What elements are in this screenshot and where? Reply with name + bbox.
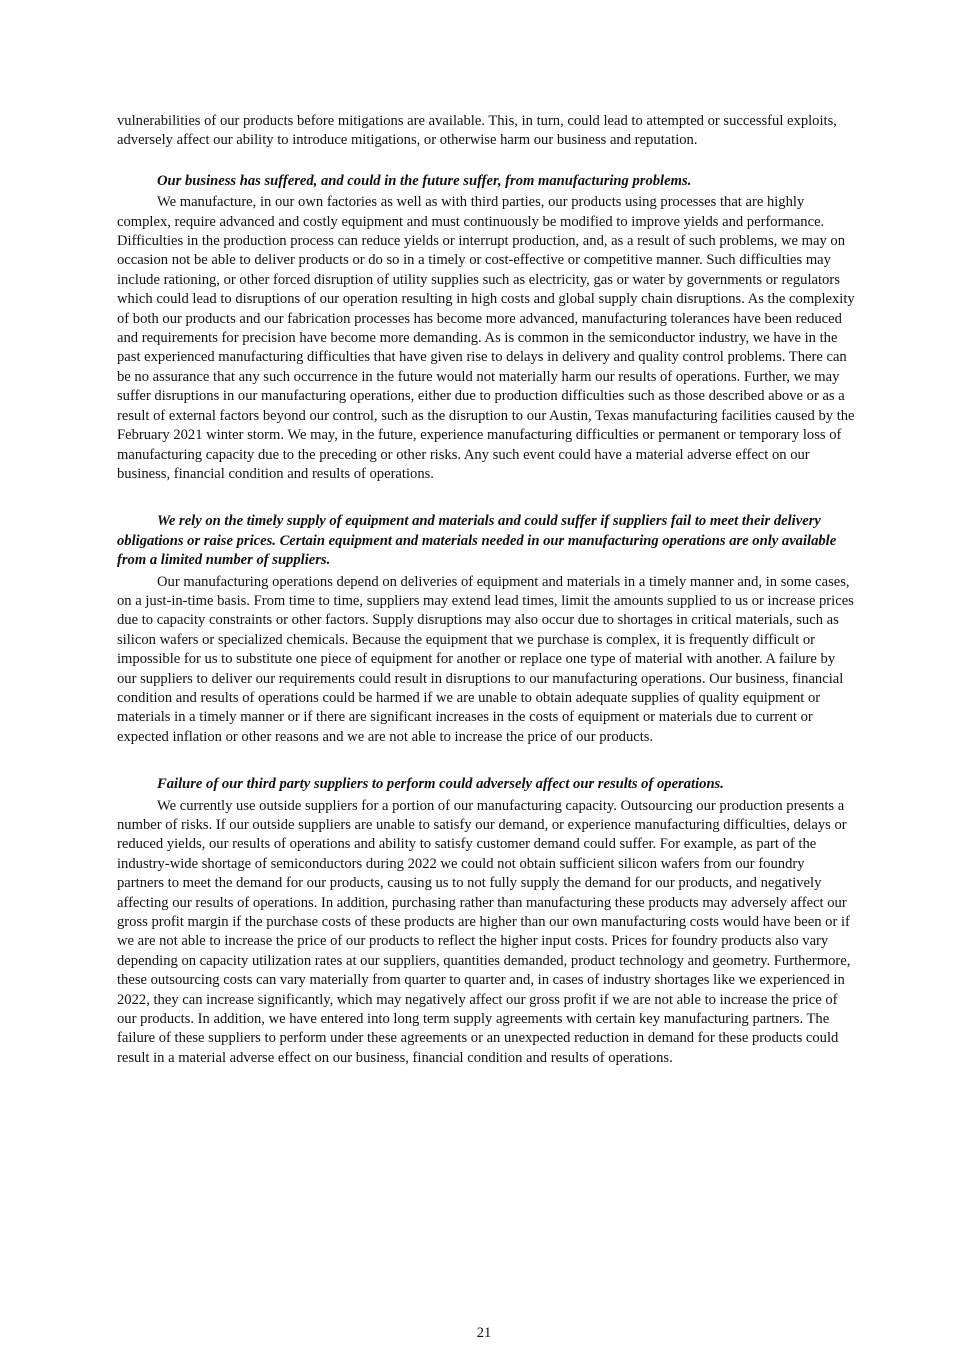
section-body: We manufacture, in our own factories as well as with third parties, our products using processes that are highly complex, require advanced and costly equipment and must continuously be modified to improve yields and performance. Difficulties in the production process can reduce yields or interrupt production, and, as a result of such problems, we may on occasion not be able to deliver products or do so in a timely or cost-effective or competitive manner. Such difficulties may include rationing, or other forced disruption of utility supplies such as electricity, gas or water by governments or regulators which could lead to disruptions of our operation resulting in high costs and global supply chain disruptions. As the complexity of both our products and our fabrication processes has become more advanced, manufacturing tolerances have been reduced and requirements for precision have become more demanding. As is common in the semiconductor industry, we have in the past experienced manufacturing difficulties that have given rise to delays in delivery and quality control problems. There can be no assurance that any such occurrence in the future would not materially harm our results of operations. Further, we may suffer disruptions in our manufacturing operations, either due to production difficulties such as those described above or as a result of external factors beyond our control, such as the disruption to our Austin, Texas manufacturing facilities caused by the February 2021 winter storm. We may, in the future, experience manufacturing difficulties or permanent or temporary loss of manufacturing capacity due to the preceding or other risks. Any such event could have a material adverse effect on our business, financial condition and results of operations. bbox=[117, 194, 855, 482]
section-heading: Our business has suffered, and could in the future suffer, from manufacturing problems. bbox=[157, 172, 692, 189]
spacer bbox=[117, 151, 855, 172]
page-number: 21 bbox=[476, 1325, 492, 1341]
intro-paragraph: vulnerabilities of our products before mitigations are available. This, in turn, could lead to attempted or successful exploits, adversely affect our ability to introduce mitigations, or otherwise harm our business and reputation. bbox=[117, 113, 837, 149]
section-body: Our manufacturing operations depend on deliveries of equipment and materials in a timely manner and, in some cases, on a just-in-time basis. From time to time, suppliers may extend lead times, limit the amounts supplied to us or increase prices due to capacity constraints or other factors. Supply disruptions may also occur due to shortages in critical materials, such as silicon wafers or specialized chemicals. Because the equipment that we purchase is complex, it is frequently difficult or impossible for us to substitute one piece of equipment for another or replace one type of material with another. A failure by our suppliers to deliver our requirements could result in disruptions to our manufacturing operations. Our business, financial condition and results of operations could be harmed if we are unable to obtain adequate supplies of quality equipment or materials in a timely manner or if there are significant increases in the costs of equipment or materials due to current or expected inflation or other reasons and we are not able to increase the price of our products. bbox=[117, 573, 854, 745]
spacer bbox=[117, 484, 855, 512]
document-page bbox=[117, 112, 855, 1068]
section-equipment-supply bbox=[117, 512, 855, 747]
spacer bbox=[117, 747, 855, 775]
section-manufacturing-problems bbox=[117, 172, 855, 485]
section-heading: We rely on the timely supply of equipment and materials and could suffer if suppliers fail to meet their delivery obligations or raise prices. Certain equipment and materials needed in our manufacturing operations are only available from a limited number of suppliers. bbox=[117, 513, 837, 569]
section-body: We currently use outside suppliers for a portion of our manufacturing capacity. Outsourcing our production presents a number of risks. If our outside suppliers are unable to satisfy our demand, or experience manufacturing difficulties, delays or reduced yields, our results of operations and ability to satisfy customer demand could suffer. For example, as part of the industry-wide shortage of semiconductors during 2022 we could not obtain sufficient silicon wafers from our foundry partners to meet the demand for our products, causing us to not fully supply the demand for our products, and negatively affecting our results of operations. In addition, purchasing rather than manufacturing these products may adversely affect our gross profit margin if the purchase costs of these products are higher than our own manufacturing costs would have been or if we are not able to increase the price of our products to reflect the higher input costs. Prices for foundry products also vary depending on capacity utilization rates at our suppliers, quantities demanded, product technology and geometry. Furthermore, these outsourcing costs can vary materially from quarter to quarter and, in cases of industry shortages like we experienced in 2022, they can increase significantly, which may negatively affect our gross profit if we are not able to increase the price of our products. In addition, we have entered into long term supply agreements with certain key manufacturing partners. The failure of these suppliers to perform under these agreements or an unexpected reduction in demand for these products could result in a material adverse effect on our business, financial condition and results of operations. bbox=[117, 797, 851, 1066]
section-heading: Failure of our third party suppliers to perform could adversely affect our results of operations. bbox=[157, 776, 724, 793]
section-third-party-suppliers bbox=[117, 775, 855, 1068]
